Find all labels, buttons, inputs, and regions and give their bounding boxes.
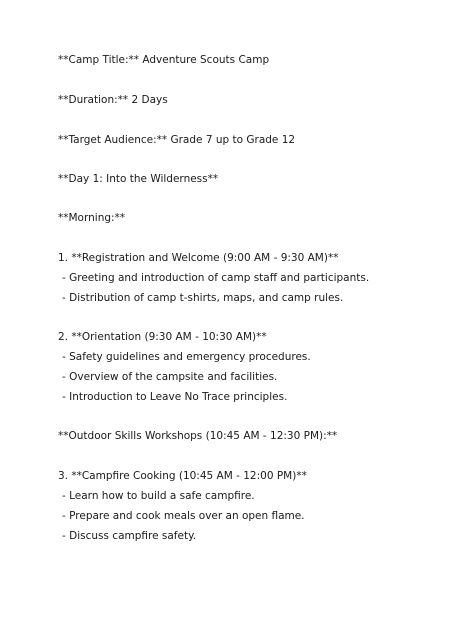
bullet-item: - Overview of the campsite and facilities. [62, 371, 278, 383]
morning-heading: **Morning:** [58, 212, 126, 224]
camp-title-line: **Camp Title:** Adventure Scouts Camp [58, 54, 270, 66]
target-audience-line: **Target Audience:** Grade 7 up to Grade 12 [58, 134, 296, 146]
bullet-item: - Introduction to Leave No Trace principles. [62, 391, 288, 403]
bullet-item: - Prepare and cook meals over an open flame. [62, 510, 305, 522]
bullet-item: - Learn how to build a safe campfire. [62, 490, 255, 502]
day-heading: **Day 1: Into the Wilderness** [58, 173, 219, 185]
bullet-item: - Safety guidelines and emergency procedures. [62, 351, 311, 363]
bullet-item: - Discuss campfire safety. [62, 530, 197, 542]
bullet-item: - Greeting and introduction of camp staff and participants. [62, 272, 370, 284]
duration-line: **Duration:** 2 Days [58, 94, 168, 106]
workshops-heading: **Outdoor Skills Workshops (10:45 AM - 12:30 PM):** [58, 430, 338, 442]
list-item-orientation: 2. **Orientation (9:30 AM - 10:30 AM)** [58, 331, 267, 343]
list-item-campfire-cooking: 3. **Campfire Cooking (10:45 AM - 12:00 PM)** [58, 470, 307, 482]
list-item-registration: 1. **Registration and Welcome (9:00 AM - 9:30 AM)** [58, 252, 339, 264]
bullet-item: - Distribution of camp t-shirts, maps, and camp rules. [62, 292, 344, 304]
